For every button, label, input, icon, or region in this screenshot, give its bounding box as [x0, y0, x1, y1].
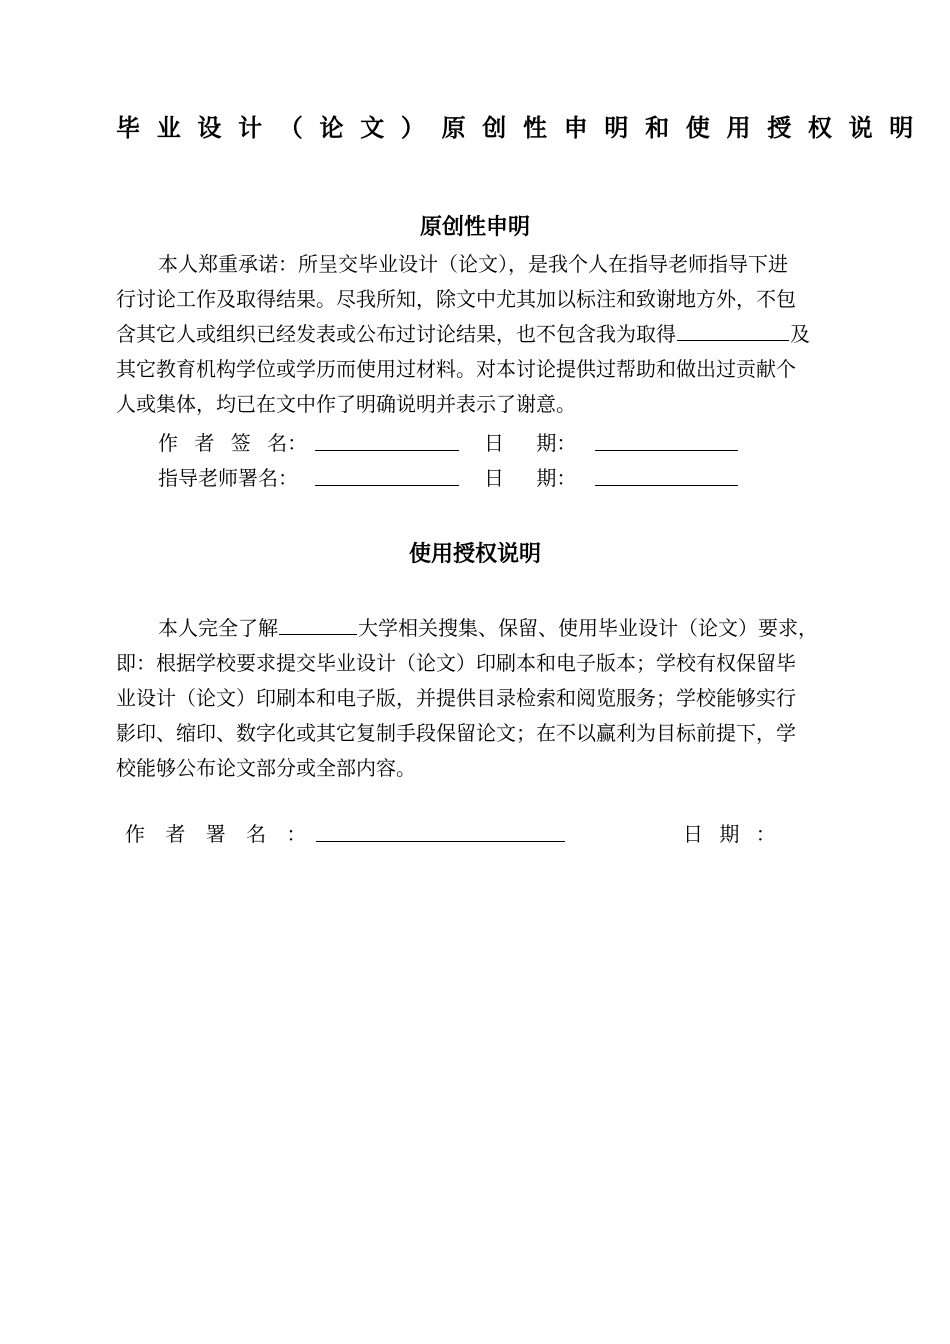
author-sign-label: 作 者 签 名： — [158, 431, 308, 455]
author-sign-line — [316, 840, 565, 842]
originality-line: 本人郑重承诺：所呈交毕业设计（论文），是我个人在指导老师指导下进 — [158, 252, 788, 276]
degree-blank — [677, 319, 789, 341]
originality-line: 含其它人或组织已经发表或公布过讨论结果，也不包含我为取得 及 — [116, 317, 891, 352]
date-line — [595, 449, 738, 451]
date-line — [595, 484, 738, 486]
originality-paragraph — [116, 247, 891, 422]
originality-line: 行讨论工作及取得结果。尽我所知，除文中尤其加以标注和致谢地方外，不包 — [116, 287, 796, 311]
author-sign-line — [315, 449, 459, 451]
authorization-line: 即：根据学校要求提交毕业设计（论文）印刷本和电子版本；学校有权保留毕 — [116, 651, 796, 675]
authorization-line: 业设计（论文）印刷本和电子版，并提供目录检索和阅览服务；学校能够实行 — [116, 686, 796, 710]
advisor-sign-line — [315, 484, 459, 486]
authorization-line: 本人完全了解 大学相关搜集、保留、使用毕业设计（论文）要求， — [116, 611, 891, 646]
advisor-sign-label: 指导老师署名： — [158, 466, 298, 490]
date-label: 日 期 ： — [683, 822, 776, 846]
authorization-heading: 使用授权说明 — [408, 542, 541, 567]
date-label: 日 期： — [484, 466, 577, 490]
authorization-line: 校能够公布论文部分或全部内容。 — [116, 756, 416, 780]
date-label: 日 期： — [484, 431, 577, 455]
authorization-line: 影印、缩印、数字化或其它复制手段保留论文；在不以赢利为目标前提下，学 — [116, 721, 796, 745]
originality-line: 其它教育机构学位或学历而使用过材料。对本讨论提供过帮助和做出过贡献个 — [116, 357, 796, 381]
originality-line: 人或集体，均已在文中作了明确说明并表示了谢意。 — [116, 392, 576, 416]
document-title: 毕业设计（论文）原创性申明和使用授权说明 — [116, 114, 930, 142]
authorization-paragraph — [116, 611, 891, 786]
author-sign-label: 作 者 署 名 ： — [125, 822, 307, 846]
originality-heading: 原创性申明 — [419, 215, 530, 240]
university-blank — [279, 613, 357, 635]
